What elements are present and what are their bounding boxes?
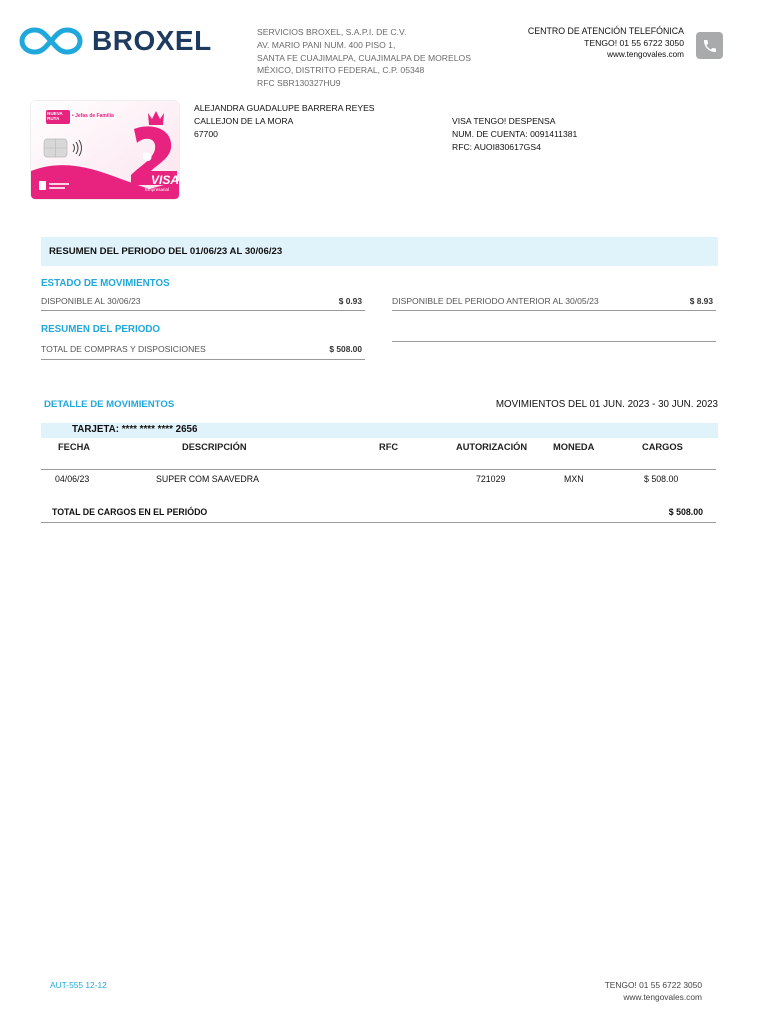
callcenter-web[interactable]: www.tengovales.com: [607, 50, 684, 59]
cell-fecha: 04/06/23: [55, 474, 90, 484]
card-image: [31, 101, 179, 199]
company-line: RFC SBR130327HU9: [257, 78, 341, 89]
footer-code: AUT-555 12-12: [50, 980, 107, 990]
resumen-title: RESUMEN DEL PERIODO: [41, 324, 161, 335]
col-header-fecha: FECHA: [58, 442, 91, 452]
cell-cargos: $ 508.00: [644, 474, 679, 484]
visa-brand-sub: Empresarial: [145, 187, 170, 192]
col-header-cargos: CARGOS: [642, 442, 683, 452]
company-line: AV. MARIO PANI NUM. 400 PISO 1,: [257, 39, 396, 50]
phone-icon: [702, 38, 718, 54]
customer-zip: 67700: [194, 129, 218, 139]
footer-contact: [605, 979, 702, 1003]
disponible-value: $ 0.93: [338, 296, 362, 306]
phone-button[interactable]: [696, 32, 723, 59]
card-number: TARJETA: **** **** **** 2656: [72, 424, 198, 435]
account-number: NUM. DE CUENTA: 0091411381: [452, 129, 578, 139]
detalle-period: MOVIMIENTOS DEL 01 JUN. 2023 - 30 JUN. 2023: [495, 399, 718, 410]
compras-row: [41, 339, 365, 360]
account-rfc: RFC: AUOI830617GS4: [452, 142, 541, 152]
customer-street: CALLEJON DE LA MORA: [194, 116, 294, 126]
anterior-row: [392, 292, 716, 311]
compras-label: TOTAL DE COMPRAS Y DISPOSICIONES: [41, 344, 206, 354]
col-header-descripcion: DESCRIPCIÓN: [182, 442, 247, 452]
company-line: SERVICIOS BROXEL, S.A.P.I. DE C.V.: [257, 27, 407, 37]
disponible-row: [41, 292, 365, 311]
total-divider: [41, 522, 716, 523]
account-info: [452, 115, 577, 154]
period-banner: [41, 237, 718, 266]
col-header-moneda: MONEDA: [553, 442, 595, 452]
company-line: MÉXICO, DISTRITO FEDERAL, C.P. 05348: [257, 65, 425, 76]
anterior-label: DISPONIBLE DEL PERIODO ANTERIOR AL 30/05/23: [392, 296, 599, 306]
infinity-logo-icon: [18, 24, 84, 58]
brand-name: BROXEL: [92, 25, 212, 56]
callcenter-info: [528, 26, 684, 61]
col-header-autorizacion: AUTORIZACIÓN: [456, 442, 528, 452]
detalle-title: DETALLE DE MOVIMIENTOS: [44, 399, 175, 410]
cell-moneda: MXN: [564, 474, 584, 484]
disponible-label: DISPONIBLE AL 30/06/23: [41, 296, 141, 306]
cell-descripcion: SUPER COM SAAVEDRA: [156, 474, 259, 484]
customer-info: [194, 102, 375, 141]
footer-phone: TENGO! 01 55 6722 3050: [604, 980, 702, 990]
customer-name: ALEJANDRA GUADALUPE BARRERA REYES: [194, 103, 375, 113]
broxel-logo: [18, 22, 218, 60]
header-divider: [41, 469, 716, 470]
estado-title: ESTADO DE MOVIMIENTOS: [41, 278, 170, 289]
divider: [392, 341, 716, 342]
callcenter-phone: TENGO! 01 55 6722 3050: [584, 37, 684, 48]
card-tag-label: NUEVA RUTA: [47, 111, 63, 121]
total-value: $ 508.00: [668, 507, 703, 517]
callcenter-title: CENTRO DE ATENCIÓN TELEFÓNICA: [527, 26, 684, 36]
visa-brand: VISA: [151, 173, 179, 187]
footer-web[interactable]: www.tengovales.com: [623, 992, 702, 1002]
card-tag-subtitle: • Jefas de Familia: [72, 113, 114, 119]
compras-value: $ 508.00: [329, 344, 362, 354]
col-header-rfc: RFC: [379, 442, 399, 452]
company-line: SANTA FE CUAJIMALPA, CUAJIMALPA DE MORELOS: [257, 52, 471, 63]
period-banner-text: RESUMEN DEL PERIODO DEL 01/06/23 AL 30/06/23: [49, 246, 283, 257]
total-label: TOTAL DE CARGOS EN EL PERIÓDO: [52, 507, 208, 517]
anterior-value: $ 8.93: [689, 296, 713, 306]
account-product: VISA TENGO! DESPENSA: [452, 116, 556, 126]
company-address: [257, 26, 471, 90]
cell-autorizacion: 721029: [476, 474, 506, 484]
